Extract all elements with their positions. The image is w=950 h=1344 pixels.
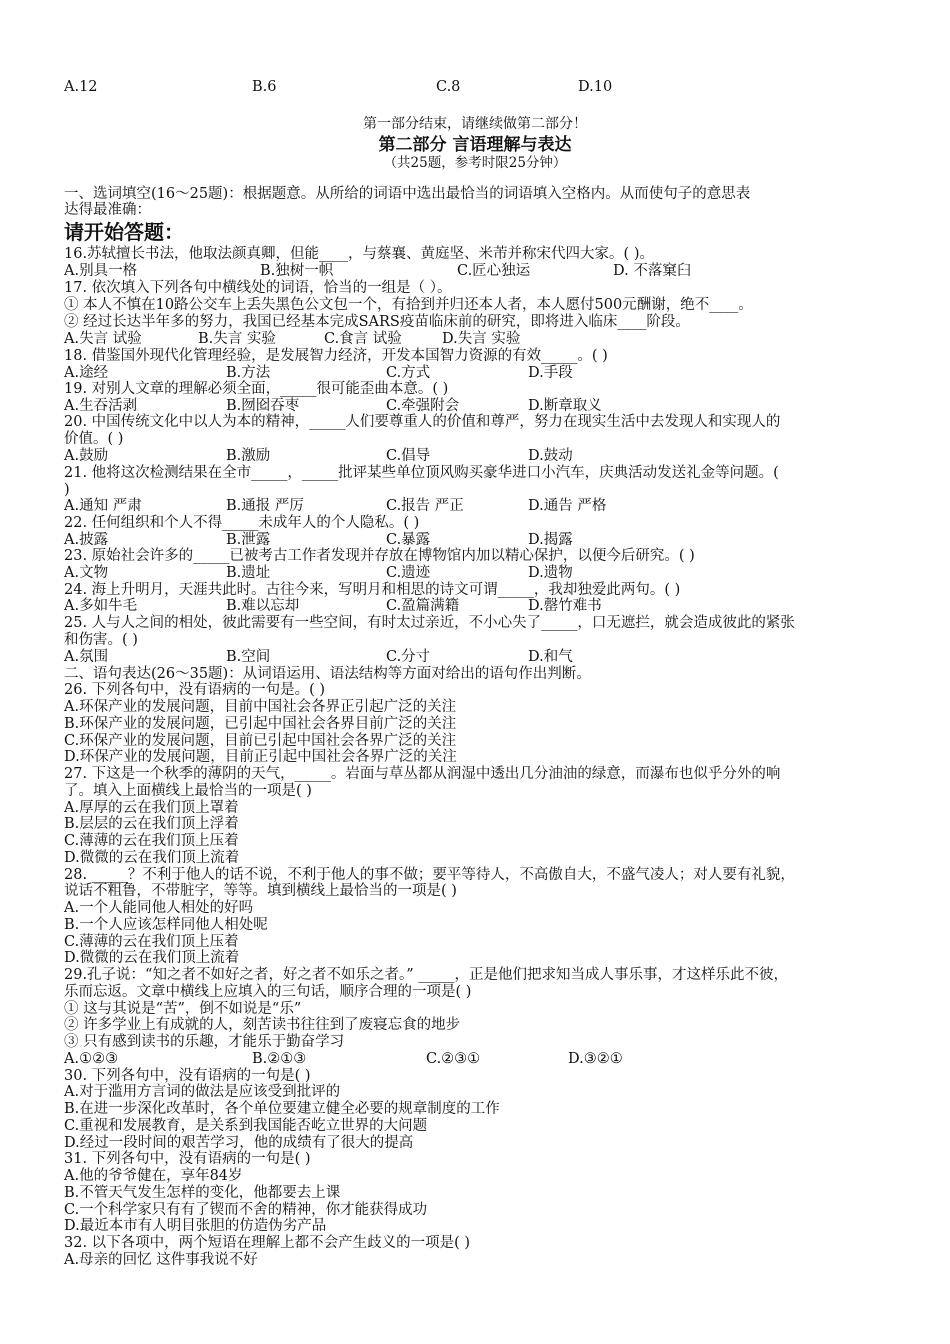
question-16: 16.苏轼擅长书法，他取法颜真卿，但能____，与蔡襄、黄庭坚、米芾并称宋代四大家。( )。	[64, 246, 654, 262]
section2-intro: 二、语句表达(26～35题)：从词语运用、语法结构等方面对给出的语句作出判断。	[64, 666, 591, 682]
option: A.氛围	[64, 649, 109, 665]
option: A.途经	[64, 365, 109, 381]
question-32: 32. 以下各项中，两个短语在理解上都不会产生歧义的一项是( )	[64, 1235, 471, 1251]
option: C.暴露	[386, 532, 431, 548]
option: A.生吞活剥	[64, 398, 138, 414]
question-23-options	[64, 565, 864, 582]
choice: A.母亲的回忆 这件事我说不好	[64, 1252, 258, 1268]
question-16-options	[64, 263, 864, 280]
question-18: 18. 借鉴国外现代化管理经验，是发展智力经济，开发本国智力资源的有效_____。( )	[64, 348, 608, 364]
choice: C.薄薄的云在我们顶上压着	[64, 934, 239, 950]
question-29-sentence-3: ③ 只有感到读书的乐趣，才能乐于勤奋学习	[64, 1034, 345, 1050]
question-17-options	[64, 331, 864, 348]
question-29-sentence-2: ② 许多学业上有成就的人，刻苦读书往往到了废寝忘食的地步	[64, 1017, 461, 1033]
choice: A.厚厚的云在我们顶上罩着	[64, 800, 239, 816]
choice: B.层层的云在我们顶上浮着	[64, 816, 239, 832]
question-26: 26. 下列各句中，没有语病的一句是。( )	[64, 682, 326, 698]
option: A.文物	[64, 565, 109, 581]
option: C.匠心独运	[457, 263, 531, 279]
option: B.独树一帜	[260, 263, 334, 279]
question-29-options	[64, 1051, 864, 1068]
option: D.揭露	[528, 532, 573, 548]
question-23: 23. 原始社会许多的_____已被考古工作者发现并存放在博物馆内加以精心保护，以便今后研究。( )	[64, 548, 695, 564]
choice: A.他的爷爷健在，享年84岁	[64, 1168, 243, 1184]
question-20-options	[64, 448, 864, 465]
option: C.遗迹	[386, 565, 431, 581]
question-22: 22. 任何组织和个人不得_____未成年人的个人隐私。( )	[64, 515, 420, 531]
question-30: 30. 下列各句中，没有语病的一句是( )	[64, 1068, 311, 1084]
choice: D.环保产业的发展问题，目前正引起中国社会各界广泛的关注	[64, 749, 457, 765]
option: D.失言 实验	[442, 331, 521, 347]
option: D.10	[578, 79, 613, 95]
question-17-sentence-2: ② 经过长达半年多的努力，我国已经基本完成SARS疫苗临床前的研究，即将进入临床____阶段。	[64, 314, 690, 330]
part-end-notice: 第一部分结束，请继续做第二部分！	[363, 116, 587, 132]
option: B.通报 严厉	[226, 498, 304, 514]
question-24-options	[64, 598, 864, 615]
section1-intro-cont: 达得最准确：	[64, 202, 151, 218]
option: C.8	[436, 79, 461, 95]
question-24: 24. 海上升明月，天涯共此时。古往今来，写明月和相思的诗文可谓_____，我却独爱此两句。( )	[64, 582, 681, 598]
question-27-cont: 了。填入上面横线上最恰当的一项是( )	[64, 783, 312, 799]
question-25-cont: 和伤害。( )	[64, 632, 138, 648]
option: B.②①③	[252, 1051, 307, 1067]
question-19: 19. 对别人文章的理解必须全面，_____很可能歪曲本意。( )	[64, 381, 449, 397]
question-21-cont: )	[64, 482, 70, 498]
choice: C.薄薄的云在我们顶上压着	[64, 833, 239, 849]
option: C.分寸	[386, 649, 431, 665]
option: C.报告 严正	[386, 498, 464, 514]
option: B.空间	[226, 649, 271, 665]
question-22-options	[64, 532, 864, 549]
choice: A.对于滥用方言词的做法是应该受到批评的	[64, 1084, 341, 1100]
option: B.遗址	[226, 565, 271, 581]
option: B.难以忘却	[226, 598, 300, 614]
choice: C.重视和发展教育，是关系到我国能否屹立世界的大问题	[64, 1118, 428, 1134]
option: A.通知 严肃	[64, 498, 142, 514]
question-28: 28. _____？不利于他人的话不说，不利于他人的事不做；要平等待人，不高傲自大，不盛气凌人；对人要有礼貌，	[64, 867, 795, 883]
question-29-cont: 乐而忘返。文章中横线上应填入的三句话，顺序合理的一项是( )	[64, 984, 472, 1000]
option: C.方式	[386, 365, 431, 381]
part-title: 第二部分 言语理解与表达	[378, 135, 572, 155]
option: A.失言 试验	[64, 331, 142, 347]
question-21-options	[64, 498, 864, 515]
option: B.囫囵吞枣	[226, 398, 300, 414]
option: C.食言 试验	[324, 331, 402, 347]
question-17: 17. 依次填入下列各句中横线处的词语，恰当的一组是（ ）。	[64, 280, 452, 296]
option: D.③②①	[568, 1051, 623, 1067]
question-25-options	[64, 649, 864, 666]
option: D.遗物	[528, 565, 573, 581]
choice: C.环保产业的发展问题，目前已引起中国社会各界广泛的关注	[64, 733, 457, 749]
option: A.披露	[64, 532, 109, 548]
question-21: 21. 他将这次检测结果在全市_____，_____批评某些单位顶风购买豪华进口小汽车，庆典活动发送礼金等问题。(	[64, 465, 779, 481]
section1-intro: 一、选词填空(16～25题)：根据题意。从所给的词语中选出最恰当的词语填入空格内。从而使句子的意思表	[64, 186, 751, 202]
question-20-cont: 价值。( )	[64, 431, 124, 447]
option: D.鼓动	[528, 448, 573, 464]
choice: B.在进一步深化改革时，各个单位要建立健全必要的规章制度的工作	[64, 1101, 500, 1117]
option: D. 不落窠臼	[613, 263, 692, 279]
option: C.②③①	[426, 1051, 481, 1067]
question-27: 27. 下这是一个秋季的薄阴的天气，_____。岩面与草丛都从润湿中透出几分油油的绿意，而瀑布也似乎分外的响	[64, 766, 781, 782]
choice: B.环保产业的发展问题，已引起中国社会各界目前广泛的关注	[64, 716, 457, 732]
option: A.多如牛毛	[64, 598, 138, 614]
prev-question-options	[64, 79, 864, 96]
question-18-options	[64, 365, 864, 382]
question-19-options	[64, 398, 864, 415]
option: D.断章取义	[528, 398, 602, 414]
question-28-cont: 说话不粗鲁，不带脏字，等等。填到横线上最恰当的一项是( )	[64, 883, 457, 899]
choice: D.经过一段时间的艰苦学习，他的成绩有了很大的提高	[64, 1135, 414, 1151]
choice: B.不管天气发生怎样的变化，他都要去上课	[64, 1185, 341, 1201]
option: D.和气	[528, 649, 573, 665]
choice: D.最近本市有人明目张胆的仿造伪劣产品	[64, 1218, 327, 1234]
question-31: 31. 下列各句中，没有语病的一句是( )	[64, 1151, 311, 1167]
option: C.倡导	[386, 448, 431, 464]
choice: C.一个科学家只有有了锲而不舍的精神，你才能获得成功	[64, 1202, 428, 1218]
option: B.6	[252, 79, 277, 95]
option: C.盈篇满籍	[386, 598, 460, 614]
option: B.激励	[226, 448, 271, 464]
option: C.牵强附会	[386, 398, 460, 414]
choice: B.一个人应该怎样同他人相处呢	[64, 917, 268, 933]
option: B.失言 实验	[198, 331, 276, 347]
question-29: 29.孔子说：“知之者不如好之者，好之者不如乐之者。” _____，正是他们把求知当成人事乐事，才这样乐此不彼，	[64, 967, 788, 983]
option: A.鼓励	[64, 448, 109, 464]
choice: A.一个人能同他人相处的好吗	[64, 900, 254, 916]
choice: D.微微的云在我们顶上流着	[64, 950, 240, 966]
question-20: 20. 中国传统文化中以人为本的精神，_____人们要尊重人的价值和尊严，努力在现实生活中去发现人和实现人的	[64, 414, 781, 430]
question-25: 25. 人与人之间的相处，彼此需要有一些空间，有时太过亲近，不小心失了_____，口无遮拦，就会造成彼此的紧张	[64, 615, 795, 631]
start-heading: 请开始答题：	[64, 220, 184, 244]
option: A.①②③	[64, 1051, 119, 1067]
option: B.方法	[226, 365, 271, 381]
option: A.别具一格	[64, 263, 138, 279]
option: D.罄竹难书	[528, 598, 602, 614]
question-29-sentence-1: ① 这与其说是“苦”，倒不如说是“乐”	[64, 1001, 302, 1017]
option: A.12	[64, 79, 98, 95]
choice: A.环保产业的发展问题，目前中国社会各界正引起广泛的关注	[64, 699, 457, 715]
option: D.通告 严格	[528, 498, 607, 514]
part-subtitle: （共25题，参考时限25分钟）	[383, 155, 567, 171]
question-17-sentence-1: ① 本人不慎在10路公交车上丢失黑色公文包一个，有拾到并归还本人者，本人愿付500元酬谢，绝不____。	[64, 297, 753, 313]
choice: D.微微的云在我们顶上流着	[64, 850, 240, 866]
option: D.手段	[528, 365, 573, 381]
option: B.泄露	[226, 532, 271, 548]
